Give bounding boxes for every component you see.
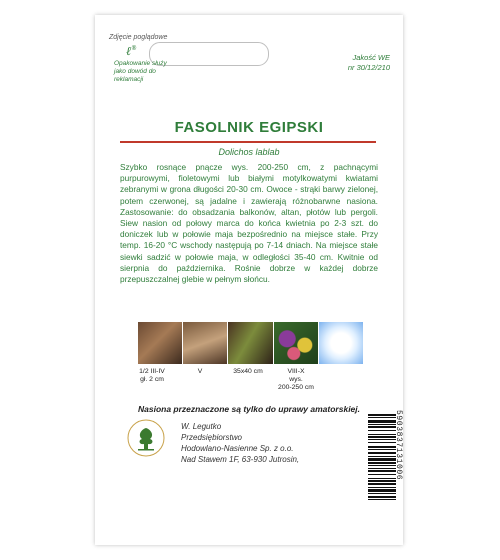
planting-photo — [228, 322, 272, 364]
brand-logo-icon: ℓ® — [126, 44, 137, 58]
caption-flowering: VIII-X wys. 200-250 cm — [278, 368, 314, 391]
title-divider — [120, 141, 376, 143]
producer-line: Hodowlano-Nasienne Sp. z o.o. — [181, 444, 294, 453]
photo-captions — [128, 368, 368, 392]
photo-note: Zdjęcie poglądowe — [109, 34, 168, 41]
caption-seedling: V — [197, 368, 203, 375]
producer-info — [181, 421, 299, 465]
sowing-photo — [138, 322, 182, 364]
description: Szybko rosnące pnącze wys. 200-250 cm, z pachnącymi purpurowymi, fioletowymi lub białymi motylkowatymi kwiatami zebranymi w grona długości 20-30 cm. Owoce - strąki barwy zielonej, potem czerwonej, są jadalne i zawierają różnobarwne nasiona. Zastosowanie: do obsadzania balkonów, altan, płotów lub pergoli. Siew nasion od połowy marca do końca kwietnia po 2-3 szt. do doniczek lub w połowie maja bezpośrednio na miejsce stałe. Przy temp. 16-20 °C wschody następują po 7-14 dniach. Na miejsce stałe siewki sadzić w połowie maja, w odległości 35-40 cm. Kwitnie od sierpnia do października. Rośnie dobrze w każdej dobrze przepuszczalnej glebie w pełnym słońcu. — [120, 162, 378, 285]
producer-address: Nad Stawem 1F, 63-930 Jutrosin, — [181, 455, 300, 464]
caption-sun — [320, 368, 368, 392]
quality-number: nr 30/12/210 — [347, 63, 390, 72]
barcode-icon — [368, 412, 396, 537]
producer-name: W. Legutko — [181, 422, 222, 431]
producer-emblem-icon — [126, 418, 166, 458]
sun-photo — [319, 322, 363, 364]
package-note: Opakowanie służy jako dowód do reklamacji — [114, 60, 167, 83]
quality-line: Jakość WE — [352, 53, 390, 62]
amateur-note: Nasiona przeznaczone są tylko do uprawy amatorskiej. — [137, 404, 361, 414]
barcode-number-wrap — [395, 410, 403, 540]
producer-line: Przedsiębiorstwo — [181, 433, 242, 442]
caption-sowing: 1/2 III-IV gł. 2 cm — [139, 368, 165, 383]
quality-info — [348, 53, 390, 73]
flowering-photo — [274, 322, 318, 364]
barcode-number: 5903837131006 — [394, 410, 403, 481]
cultivation-photos — [138, 322, 363, 364]
seedling-photo — [183, 322, 227, 364]
latin-name: Dolichos lablab — [218, 147, 280, 157]
caption-planting: 35x40 cm — [233, 368, 263, 375]
product-title: FASOLNIK EGIPSKI — [174, 119, 324, 136]
